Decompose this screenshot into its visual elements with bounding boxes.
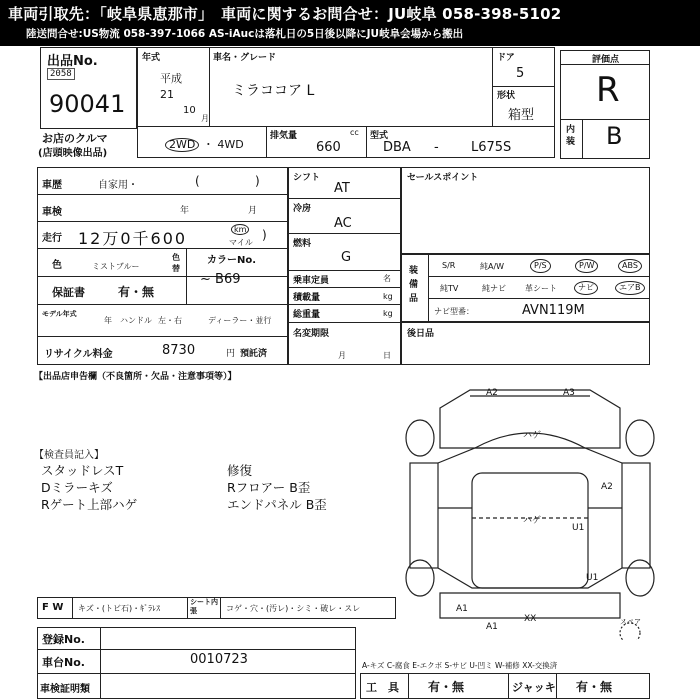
jack-value: 有・無 [576,680,613,694]
sales-point-label: セールスポイント [407,173,479,183]
note-left-1: スタッドレスT [41,463,124,478]
mark-u1-a: U1 [572,523,585,533]
color-code-label: カラーNo. [207,255,257,266]
chassis-label: 車台No. [42,656,85,669]
fuel-label: 燃料 [293,239,312,249]
color-name: ミストブルー [92,262,140,271]
recycle-unit: 円 [226,349,236,359]
note-left-2: Dミラーキズ [41,480,113,495]
weight-label: 総重量 [293,310,321,320]
handle-value: 左・右 [158,316,182,325]
lot-label: 出品No. [47,54,98,69]
doors-label: ドア [497,53,515,63]
lot-box [40,47,137,129]
jack-label: ジャッキ [512,681,556,694]
equip-navi: ナビ [574,281,598,295]
model-row-year-unit: 年 [104,316,112,325]
note-right-2: Rフロアー B歪 [227,480,311,495]
mileage-unit-mile: マイル [229,238,253,247]
fw-label: F W [42,602,64,613]
warranty-label: 保証書 [52,286,85,299]
recycle-status: 預託済 [240,349,268,359]
color-label: 色 [52,260,62,271]
mark-spare: スペア [620,618,641,626]
interior-label: 内装 [566,125,576,147]
mark-u1-b: U1 [586,573,599,583]
equip-pw: P/W [575,259,598,273]
lot-sub-number: 2058 [47,68,75,80]
recycle-value: 8730 [162,343,196,358]
declaration-label: 【出品店申告欄（不良箇所・欠品・注意事項等）】 [34,372,237,382]
model-code-value: L675S [471,140,512,155]
displacement-value: 660 [316,140,341,155]
equip-leather: 革シート [525,284,557,293]
mileage-value: 12万0千600 [78,229,188,248]
drive-options: 2WD ・ 4WD [165,136,244,152]
aircon-value: AC [334,216,352,231]
grade-score: R [596,70,620,110]
mark-xx-rear: XX [524,614,537,624]
grade-label: 評価点 [592,55,620,65]
model-code-prefix: DBA [383,140,411,155]
lot-number: 90041 [49,90,126,118]
mark-a1-left: A1 [456,604,468,614]
color-change-label: 色替 [172,253,180,273]
doors-value: 5 [516,66,525,81]
model-code-label: 型式 [370,131,389,141]
mark-a3-top: A3 [563,388,575,398]
equip-navi-genuine: 純ナビ [482,284,506,293]
model-year-label: 年式 [142,53,161,63]
displacement-label: 排気量 [270,131,298,141]
shop-sub: (店頭映像出品) [38,148,108,159]
cert-label: 車検証明類 [40,684,90,695]
header-banner [0,0,700,46]
post-notes-label: 後日品 [407,329,435,339]
model-code-dash: - [434,140,439,155]
load-label: 積載量 [293,293,321,303]
weight-unit: kg [383,309,393,318]
reg-no-label: 登録No. [42,633,85,646]
reg-change-label: 名変期限 [293,329,330,339]
capacity-label: 乗車定員 [293,276,330,286]
history-label: 車歴 [42,180,62,191]
equip-tv: 純TV [440,284,459,293]
header-title: 車両引取先：「岐阜県恵那市」 車両に関するお問合せ：JU岐阜 058-398-5102 [8,5,562,23]
mark-a1-rear: A1 [486,622,498,632]
equip-abs: ABS [618,259,642,273]
model-year-era: 平成 [160,72,182,85]
recycle-label: リサイクル料金 [44,349,113,360]
fw-items: キズ・(トビ石)・ｷﾞﾗﾚｽ [78,604,161,613]
model-year-month-unit: 月 [201,114,209,123]
load-unit: kg [383,292,393,301]
drive-4wd: 4WD [217,138,244,151]
mileage-unit-km: km [231,224,249,235]
drive-2wd: 2WD [165,138,199,152]
history-options: 自家用・ [98,180,138,191]
inspector-label: 【検査員記入】 [34,450,104,461]
damage-legend: A-キズ C-腐食 E-エクボ S-サビ U-凹ミ W-補修 XX-交換済 [362,661,558,670]
car-name-value: ミラココア L [232,83,315,99]
equipment-label: 装備品 [409,266,419,304]
warranty-value: 有・無 [118,285,155,299]
note-left-3: Rゲート上部ハゲ [41,497,138,512]
header-subtitle: 陸送問合せ:US物流 058-397-1066 AS-iAucは落札日の5日後以降にJU岐阜会場から搬出 [26,28,464,40]
mark-a2-top: A2 [486,388,498,398]
reg-change-day: 日 [383,351,391,360]
shop-label: お店のクルマ [42,132,108,145]
mark-a2-right: A2 [601,482,613,492]
shift-label: シフト [293,173,321,183]
handle-label: ハンドル [120,316,152,325]
inspection-label: 車検 [42,207,62,218]
model-year-month: 10 [183,105,196,116]
chassis-number: 0010723 [190,652,248,667]
color-code: B69 [215,272,241,287]
tools-label: 工 具 [366,681,399,694]
navi-model-label: ナビ型番： [434,307,474,316]
reg-change-month: 月 [338,351,346,360]
post-notes-box [401,322,650,365]
model-row-label: モデル年式 [42,310,77,318]
mark-hage-front: ハゲ [523,431,542,441]
color-code-value: ~ B69 [200,272,241,287]
displacement-unit: cc [350,128,359,137]
interior-score: B [606,122,623,150]
dealer-label: ディーラー・並行 [208,316,272,325]
navi-model: AVN119M [522,303,585,318]
capacity-unit: 名 [383,274,391,283]
note-right-1: 修復 [227,463,253,478]
inspection-year-unit: 年 [180,206,190,216]
shape-label: 形状 [497,91,516,101]
note-right-3: エンドパネル B歪 [227,497,327,512]
car-name-label: 車名・グレード [213,53,277,63]
car-diagram [400,378,660,640]
equip-airbag: エアB [615,281,645,295]
equip-aw: 純A/W [480,262,505,271]
mark-hage-roof: ハゲ [523,516,542,526]
shape-value: 箱型 [508,108,535,123]
seat-label: シート内張 [190,598,218,615]
seat-items: コゲ・穴・(汚レ)・シミ・破レ・スレ [226,604,361,613]
shift-value: AT [334,181,350,196]
inspection-month-unit: 月 [248,206,258,216]
mileage-label: 走行 [42,233,62,244]
equip-ps: P/S [530,259,551,273]
aircon-label: 冷房 [293,204,312,214]
model-year-year: 21 [160,88,174,101]
tools-value: 有・無 [428,680,465,694]
fuel-value: G [341,250,352,265]
equip-sr: S/R [442,261,456,270]
